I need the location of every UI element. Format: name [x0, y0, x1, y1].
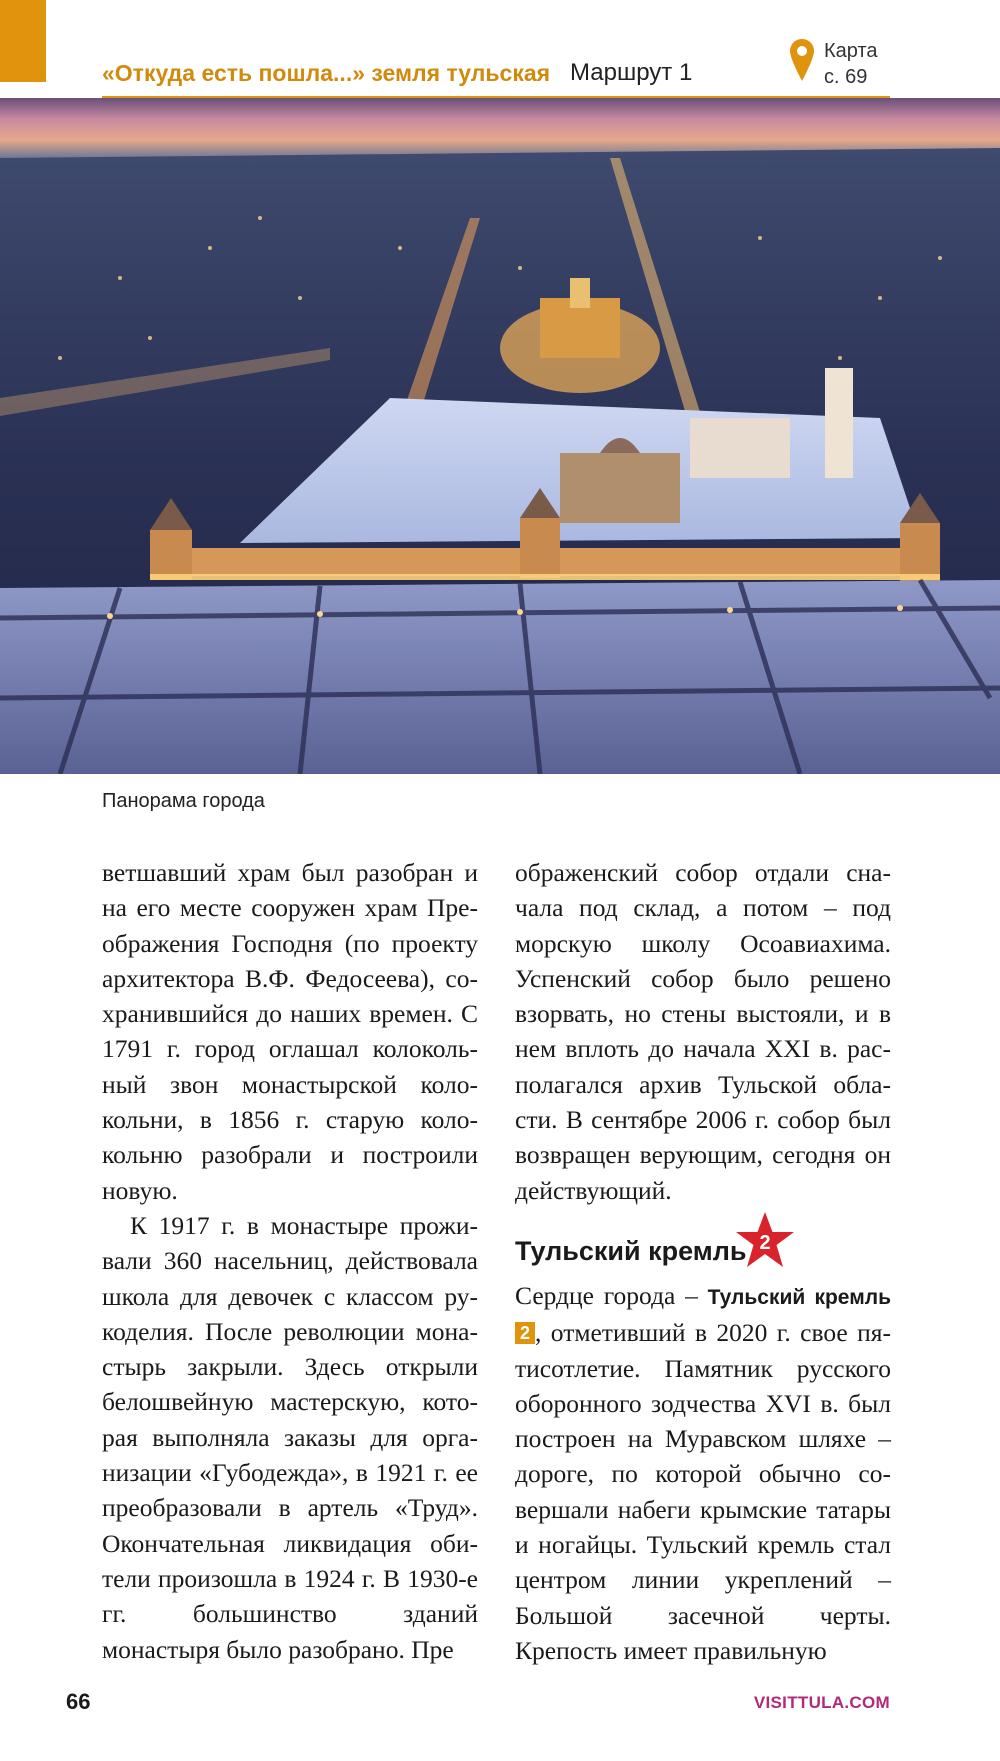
paragraph: ображенский собор отдали сначала под склад, а потом – под морскую школу Осоавиахима. Успенский собор было решено взорвать, но стены выстояли, и в нем вплоть до начала XXI в. располагался архив Тульской области. В сентябре 2006 г. собор был возвращен верующим, сегодня он действующий.: [515, 858, 891, 1205]
photo-caption: Панорама города: [102, 790, 265, 812]
map-marker-badge: 2: [515, 1322, 535, 1344]
paragraph: ветшавший храм был разобран и на его месте сооружен храм Преображения Господня (по проекту архитектора В.Ф. Федосеева), сохранившийся до наших времен. С 1791 г. город оглашал колокольный звон монастырской колокольни, в 1856 г. старую колокольню разобрали и построили новую.: [102, 858, 478, 1205]
section-text: , отметивший в 2020 г. свое пятисотлетие. Памятник русского оборонного зодчества XVI в. был построен на Муравском шляхе – дороге, по которой обычно совершали набеги крымские татары и ногайцы. Тульский кремль стал центром линии укреплений – Большой засечной черты. Крепость имеет правильную: [515, 1318, 891, 1665]
route-label: Маршрут 1: [570, 59, 693, 86]
paragraph: К 1917 г. в монастыре проживали 360 насельниц, действовала школа для девочек с классом рукоделия. После революции монастырь закрыли. Здесь открыли белошвейную мастерскую, которая выполняла заказы для организации «Губодежда», в 1921 г. ее преобразовали в артель «Труд». Окончательная ликвидация обители произошла в 1924 г. В 1930-е гг. большинство зданий монастыря было разобрано. Пре: [102, 1210, 478, 1664]
section-body: [515, 1278, 891, 1668]
map-label: Карта: [824, 40, 878, 62]
panorama-photo: [0, 98, 1000, 774]
city-panorama-icon: [0, 98, 1000, 774]
section-heading: Тульский кремль: [515, 1236, 747, 1266]
map-pin-icon: [789, 38, 815, 82]
page-number: 66: [66, 1689, 91, 1714]
star-badge-number: 2: [759, 1232, 771, 1254]
kremlin-name: Тульский кремль: [707, 1286, 891, 1309]
paragraph: [515, 1278, 891, 1668]
site-link[interactable]: VISITTULA.COM: [753, 1693, 890, 1712]
accent-bar: [0, 0, 46, 82]
left-column: [102, 855, 478, 1667]
right-column: [515, 855, 891, 1208]
map-page: с. 69: [824, 66, 868, 88]
header-title: «Откуда есть пошла...» земля тульская: [102, 60, 551, 86]
star-icon: [734, 1210, 796, 1270]
map-reference[interactable]: [824, 38, 878, 90]
intro-text: Сердце города –: [515, 1281, 708, 1310]
